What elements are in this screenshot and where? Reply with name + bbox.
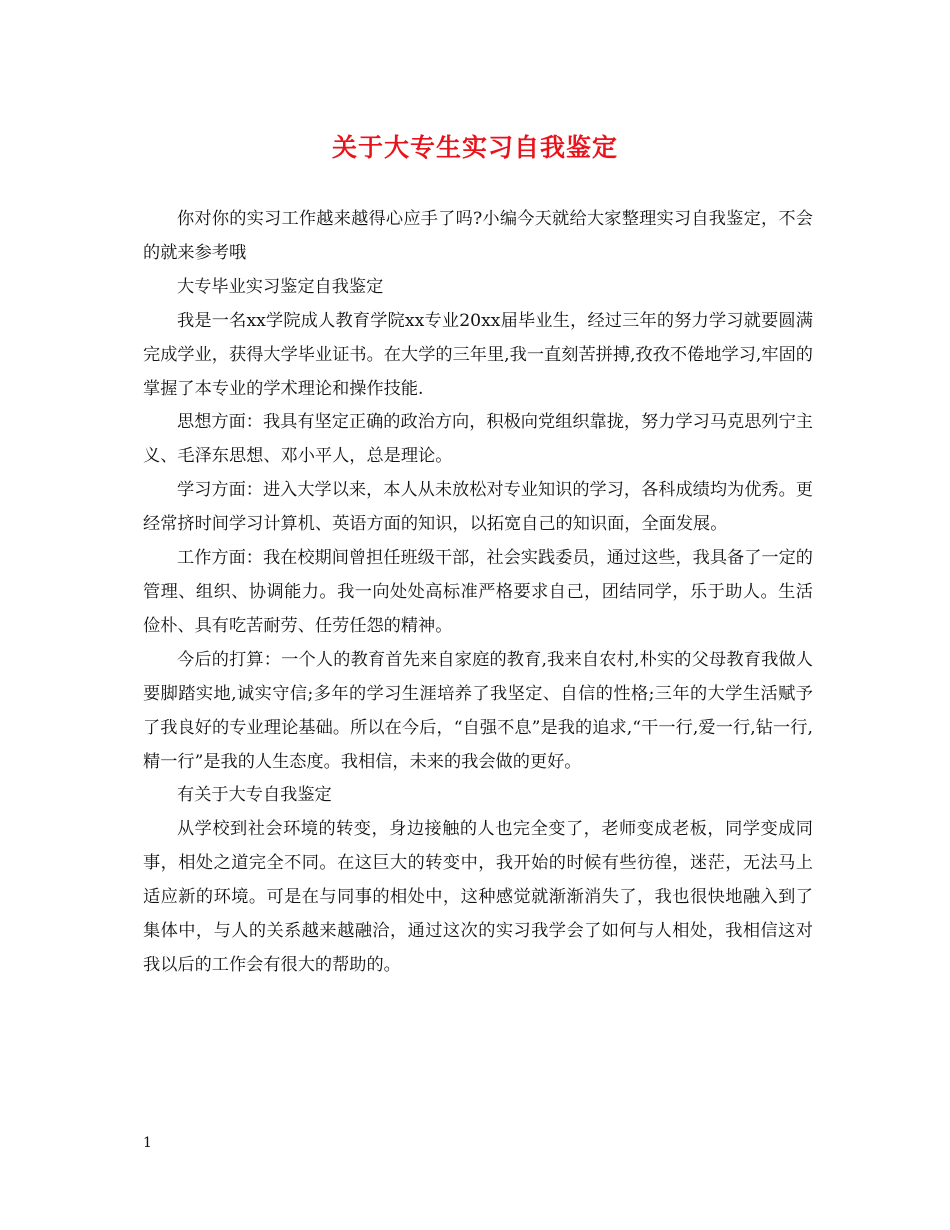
body-paragraph: 工作方面：我在校期间曾担任班级干部，社会实践委员，通过这些，我具备了一定的管理、组织、协调能力。我一向处处高标准严格要求自己，团结同学，乐于助人。生活俭朴、具有吃苦耐劳、任劳任怨的精神。 [143, 548, 813, 636]
body-paragraph: 我是一名xx学院成人教育学院xx专业20xx届毕业生，经过三年的努力学习就要圆满完成学业，获得大学毕业证书。在大学的三年里,我一直刻苦拼搏,孜孜不倦地学习,牢固的掌握了本专业的学术理论和操作技能. [143, 310, 813, 399]
document-title: 关于大专生实习自我鉴定 [331, 133, 618, 162]
document-body [143, 203, 813, 983]
page-number: 1 [143, 1135, 152, 1151]
intro-paragraph: 你对你的实习工作越来越得心应手了吗?小编今天就给大家整理实习自我鉴定，不会的就来参考哦 [143, 209, 813, 263]
body-paragraph: 学习方面：进入大学以来，本人从未放松对专业知识的学习，各科成绩均为优秀。更经常挤时间学习计算机、英语方面的知识，以拓宽自己的知识面，全面发展。 [143, 480, 813, 535]
body-paragraph: 思想方面：我具有坚定正确的政治方向，积极向党组织靠拢，努力学习马克思列宁主义、毛泽东思想、邓小平人，总是理论。 [143, 412, 813, 467]
body-paragraph: 从学校到社会环境的转变，身边接触的人也完全变了，老师变成老板，同学变成同事，相处之道完全不同。在这巨大的转变中，我开始的时候有些彷徨，迷茫，无法马上适应新的环境。可是在与同事的相处中，这种感觉就渐渐消失了，我也很快地融入到了集体中，与人的关系越来越融洽，通过这次的实习我学会了如何与人相处，我相信这对我以后的工作会有很大的帮助的。 [143, 819, 813, 975]
section-heading: 大专毕业实习鉴定自我鉴定 [177, 276, 384, 297]
section-heading: 有关于大专自我鉴定 [177, 785, 332, 806]
body-paragraph: 今后的打算：一个人的教育首先来自家庭的教育,我来自农村,朴实的父母教育我做人要脚踏实地,诚实守信;多年的学习生涯培养了我坚定、自信的性格;三年的大学生活赋予了我良好的专业理论基础。所以在今后，“自强不息”是我的追求,“干一行,爱一行,钻一行,精一行”是我的人生态度。我相信，未来的我会做的更好。 [143, 649, 813, 772]
